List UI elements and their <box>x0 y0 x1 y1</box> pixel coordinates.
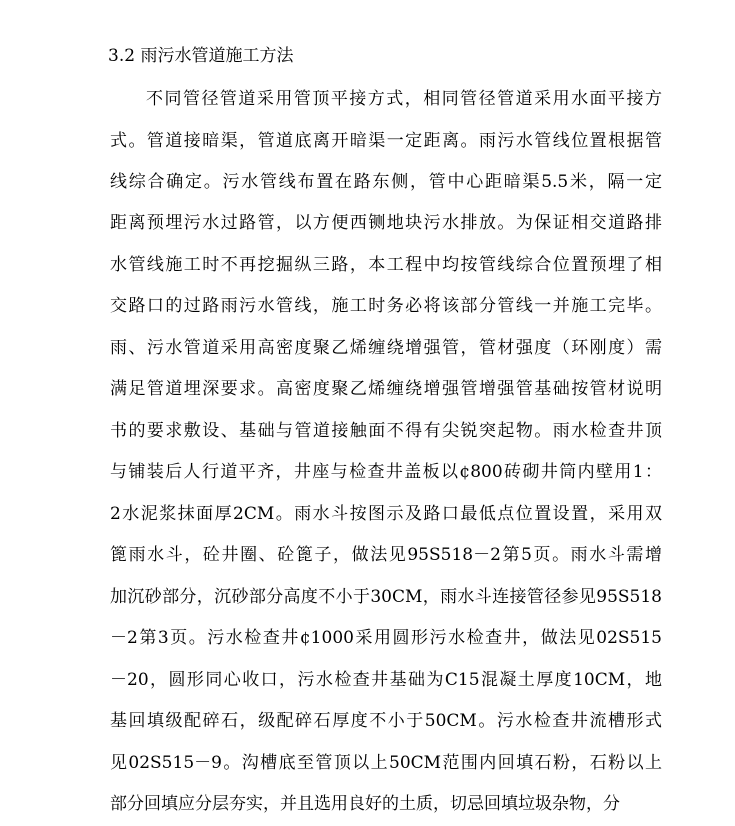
paragraph-line: 书的要求敷设、基础与管道接触面不得有尖锐突起物。雨水检查井顶 <box>110 421 662 441</box>
paragraph-line: 部分回填应分层夯实，并且选用良好的土质，切忌回填垃圾杂物，分 <box>110 794 620 814</box>
paragraph-line: 基回填级配碎石，级配碎石厚度不小于50CM。污水检查井流槽形式 <box>110 711 662 731</box>
paragraph-line: 加沉砂部分，沉砂部分高度不小于30CM，雨水斗连接管径参见95S518 <box>110 587 662 607</box>
paragraph-line: 线综合确定。污水管线布置在路东侧，管中心距暗渠5.5米，隔一定 <box>110 172 662 192</box>
paragraph-line: 篦雨水斗，砼井圈、砼篦子，做法见95S518－2第5页。雨水斗需增 <box>110 545 662 565</box>
paragraph-line: －2第3页。污水检查井¢1000采用圆形污水检查井，做法见02S515 <box>110 628 662 648</box>
paragraph-line: 见02S515－9。沟槽底至管顶以上50CM范围内回填石粉，石粉以上 <box>110 753 662 773</box>
paragraph-line: 雨、污水管道采用高密度聚乙烯缠绕增强管，管材强度（环刚度）需 <box>110 338 662 358</box>
paragraph-line: 距离预埋污水过路管，以方便西铡地块污水排放。为保证相交道路排 <box>110 213 662 233</box>
paragraph-line: 满足管道埋深要求。高密度聚乙烯缠绕增强管增强管基础按管材说明 <box>110 379 662 399</box>
paragraph-line: 与铺装后人行道平齐，井座与检查井盖板以¢800砖砌井筒内壁用1： <box>110 462 662 482</box>
paragraph-line: －20，圆形同心收口，污水检查井基础为C15混凝土厚度10CM，地 <box>110 670 662 690</box>
paragraph-line: 水管线施工时不再挖掘纵三路，本工程中均按管线综合位置预埋了相 <box>110 255 662 275</box>
paragraph-line: 2水泥浆抹面厚2CM。雨水斗按图示及路口最低点位置设置，采用双 <box>110 504 662 524</box>
section-heading: 3.2 雨污水管道施工方法 <box>108 46 294 66</box>
paragraph-line: 式。管道接暗渠，管道底离开暗渠一定距离。雨污水管线位置根据管 <box>110 131 662 151</box>
paragraph-line: 不同管径管道采用管顶平接方式，相同管径管道采用水面平接方 <box>146 89 662 109</box>
paragraph-line: 交路口的过路雨污水管线，施工时务必将该部分管线一并施工完毕。 <box>110 296 662 316</box>
